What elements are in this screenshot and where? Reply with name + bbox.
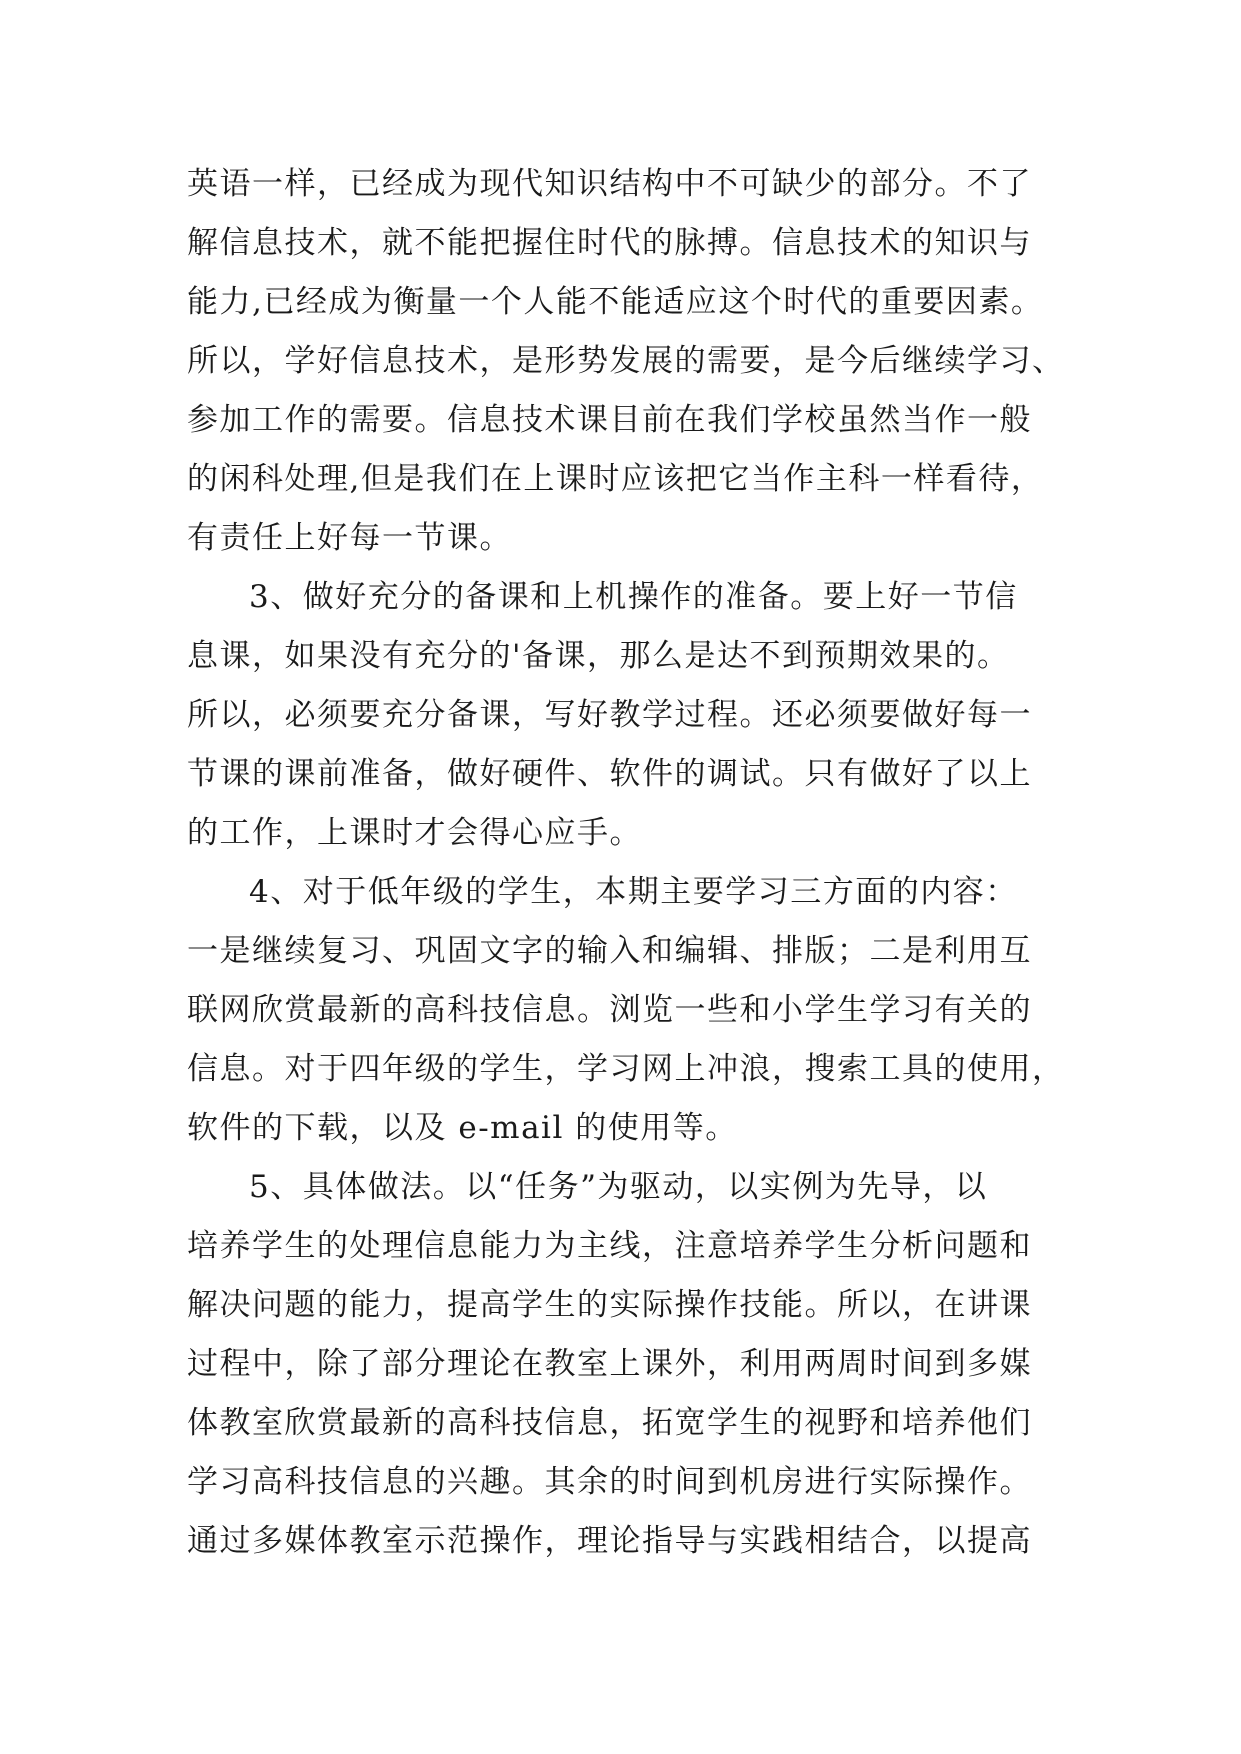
text-line: 节课的课前准备，做好硬件、软件的调试。只有做好了以上	[187, 756, 1032, 792]
text-line: 过程中，除了部分理论在教室上课外，利用两周时间到多媒	[187, 1346, 1032, 1382]
body-text	[187, 155, 1067, 1571]
text-line: 有责任上好每一节课。	[187, 520, 512, 556]
text-line: 所以，学好信息技术，是形势发展的需要，是今后继续学习、	[187, 343, 1065, 379]
text-line: 培养学生的处理信息能力为主线，注意培养学生分析问题和	[187, 1228, 1032, 1264]
text-line: 体教室欣赏最新的高科技信息，拓宽学生的视野和培养他们	[187, 1405, 1032, 1441]
text-line: 信息。对于四年级的学生，学习网上冲浪，搜索工具的使用，	[187, 1051, 1065, 1087]
paragraph-4-first-line: 4、对于低年级的学生，本期主要学习三方面的内容：	[249, 874, 1018, 910]
text-line: 通过多媒体教室示范操作，理论指导与实践相结合，以提高	[187, 1523, 1032, 1559]
text-line: 联网欣赏最新的高科技信息。浏览一些和小学生学习有关的	[187, 992, 1032, 1028]
text-line: 解信息技术，就不能把握住时代的脉搏。信息技术的知识与	[187, 225, 1032, 261]
text-line: 参加工作的需要。信息技术课目前在我们学校虽然当作一般	[187, 402, 1032, 438]
paragraph-5-first-line: 5、具体做法。以“任务”为驱动，以实例为先导，以	[249, 1169, 988, 1205]
text-line: 解决问题的能力，提高学生的实际操作技能。所以，在讲课	[187, 1287, 1032, 1323]
text-line: 息课，如果没有充分的'备课，那么是达不到预期效果的。	[187, 638, 1010, 674]
text-line: 学习高科技信息的兴趣。其余的时间到机房进行实际操作。	[187, 1464, 1032, 1500]
paragraph-3-first-line: 3、做好充分的备课和上机操作的准备。要上好一节信	[249, 579, 1018, 615]
text-line: 所以，必须要充分备课，写好教学过程。还必须要做好每一	[187, 697, 1032, 733]
text-line: 一是继续复习、巩固文字的输入和编辑、排版；二是利用互	[187, 933, 1032, 969]
text-line: 的闲科处理,但是我们在上课时应该把它当作主科一样看待，	[187, 461, 1044, 497]
text-line: 软件的下载，以及 e-mail 的使用等。	[187, 1110, 738, 1146]
text-line: 的工作，上课时才会得心应手。	[187, 815, 642, 851]
text-line: 能力,已经成为衡量一个人能不能适应这个时代的重要因素。	[187, 284, 1044, 320]
text-line: 英语一样，已经成为现代知识结构中不可缺少的部分。不了	[187, 166, 1032, 202]
